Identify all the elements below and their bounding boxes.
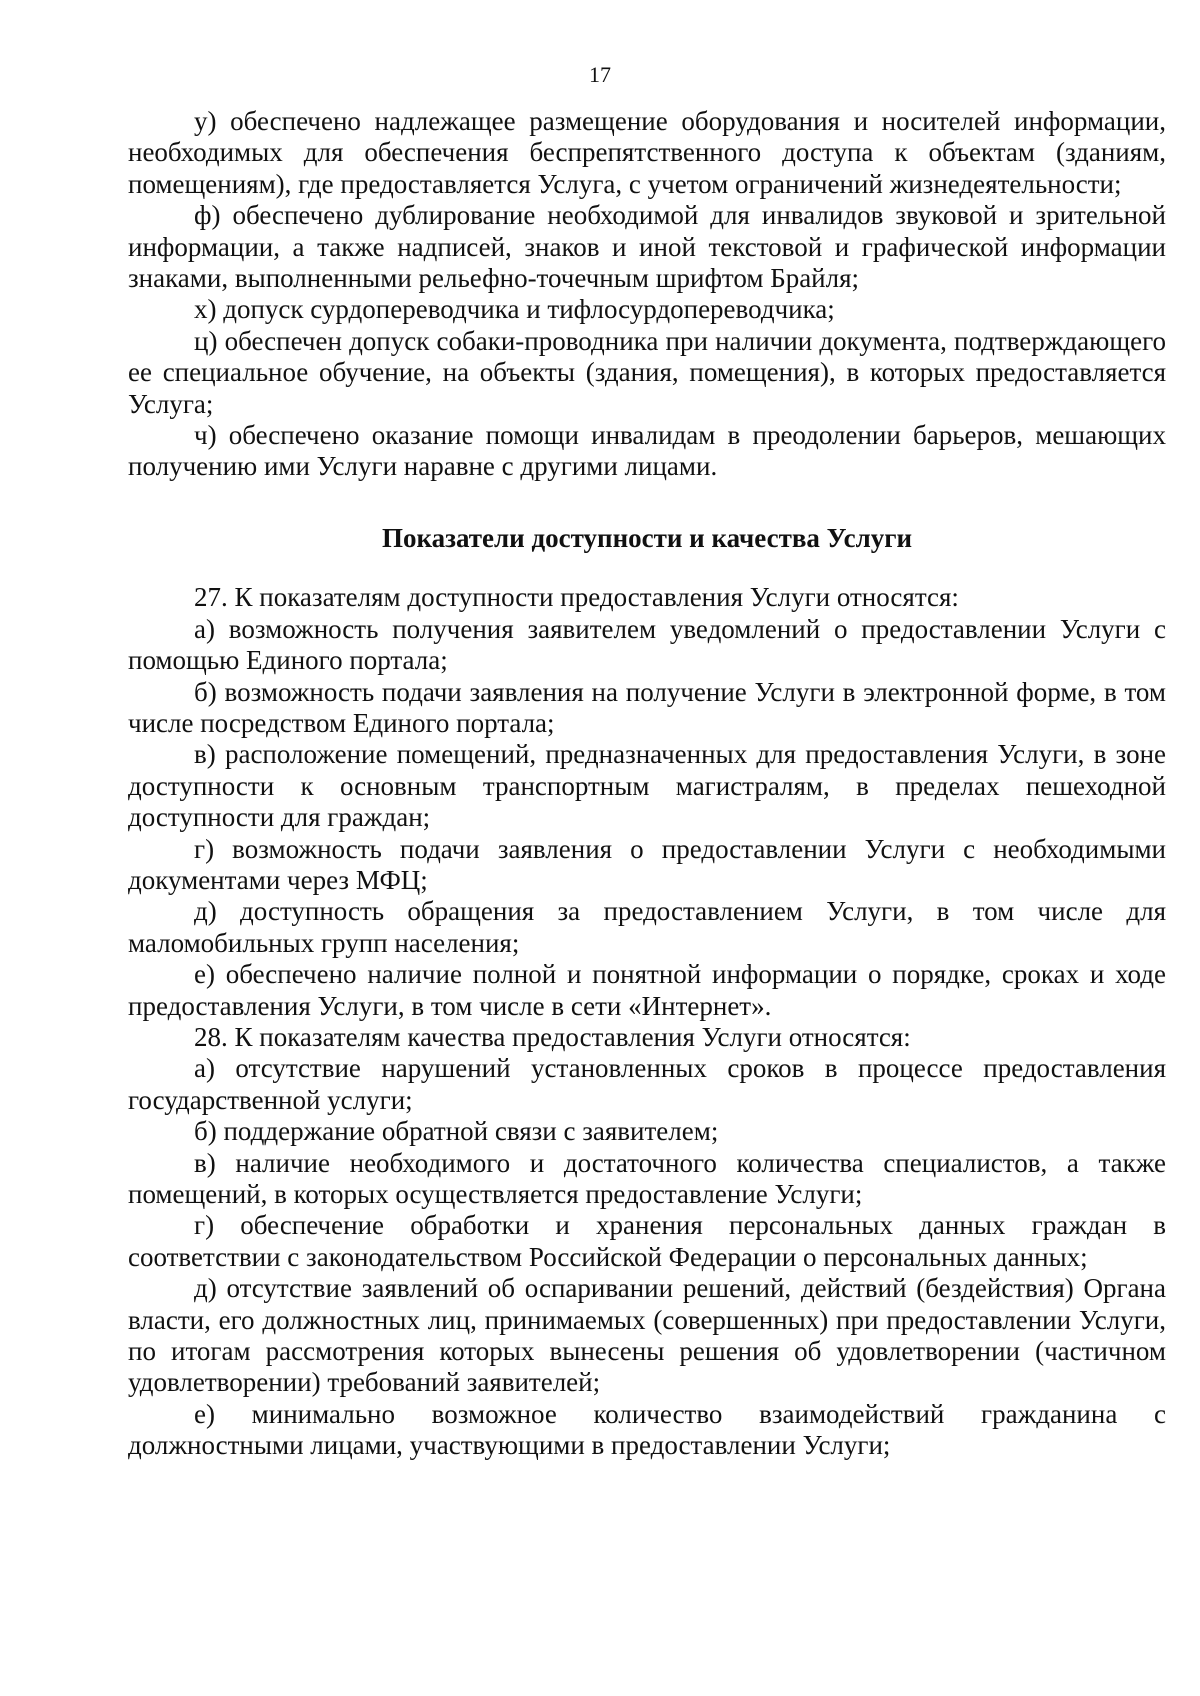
- paragraph-ch: ч) обеспечено оказание помощи инвалидам в преодолении барьеров, мешающих получению ими Услуги наравне с другими лицами.: [128, 420, 1166, 482]
- paragraph-kh: х) допуск сурдопереводчика и тифлосурдопереводчика;: [194, 294, 835, 325]
- section-heading: Показатели доступности и качества Услуги: [381, 522, 913, 553]
- paragraph-27-a: а) возможность получения заявителем уведомлений о предоставлении Услуги с помощью Единого портала;: [128, 613, 1166, 676]
- paragraph-28-g: г) обеспечение обработки и хранения персональных данных граждан в соответствии с законодательством Российской Федерации о персональных данных;: [128, 1210, 1166, 1272]
- paragraph-27-g: г) возможность подачи заявления о предоставлении Услуги с необходимыми документами через МФЦ;: [128, 833, 1166, 895]
- paragraph-ts: ц) обеспечен допуск собаки-проводника при наличии документа, подтверждающего ее специальное обучение, на объекты (здания, помещения), в которых предоставляется Услуга;: [128, 325, 1166, 419]
- paragraph-28-b: б) поддержание обратной связи с заявителем;: [194, 1116, 719, 1147]
- paragraph-27: 27. К показателям доступности предоставления Услуги относятся:: [194, 582, 959, 613]
- paragraph-27-b: б) возможность подачи заявления на получение Услуги в электронной форме, в том числе посредством Единого портала;: [128, 676, 1166, 738]
- paragraph-28-a: а) отсутствие нарушений установленных сроков в процессе предоставления государственной услуги;: [128, 1053, 1166, 1115]
- paragraph-28-v: в) наличие необходимого и достаточного количества специалистов, а также помещений, в которых осуществляется предоставление Услуги;: [128, 1147, 1166, 1209]
- paragraph-27-e: е) обеспечено наличие полной и понятной информации о порядке, сроках и ходе предоставления Услуги, в том числе в сети «Интернет».: [128, 959, 1166, 1021]
- paragraph-f: ф) обеспечено дублирование необходимой для инвалидов звуковой и зрительной информации, а также надписей, знаков и иной текстовой и графической информации знаками, выполненными рельефно-точечным шрифтом Брайля;: [128, 200, 1166, 294]
- document-body: [128, 106, 1166, 1462]
- paragraph-27-d: д) доступность обращения за предоставлением Услуги, в том числе для маломобильных групп населения;: [128, 896, 1166, 958]
- paragraph-28-d: д) отсутствие заявлений об оспаривании решений, действий (бездействия) Органа власти, его должностных лиц, принимаемых (совершенных) при предоставлении Услуги, по итогам рассмотрения которых вынесены решения об удовлетворении (частичном удовлетворении) требований заявителей;: [128, 1273, 1166, 1398]
- paragraph-28-e: е) минимально возможное количество взаимодействий гражданина с должностными лицами, участвующими в предоставлении Услуги;: [128, 1398, 1166, 1461]
- page-number: 17: [589, 62, 611, 87]
- paragraph-28: 28. К показателям качества предоставления Услуги относятся:: [194, 1021, 911, 1052]
- paragraph-27-v: в) расположение помещений, предназначенных для предоставления Услуги, в зоне доступности к основным транспортным магистралям, в пределах пешеходной доступности для граждан;: [128, 739, 1166, 833]
- paragraph-u: у) обеспечено надлежащее размещение оборудования и носителей информации, необходимых для обеспечения беспрепятственного доступа к объектам (зданиям, помещениям), где предоставляется Услуга, с учетом ограничений жизнедеятельности;: [128, 106, 1166, 199]
